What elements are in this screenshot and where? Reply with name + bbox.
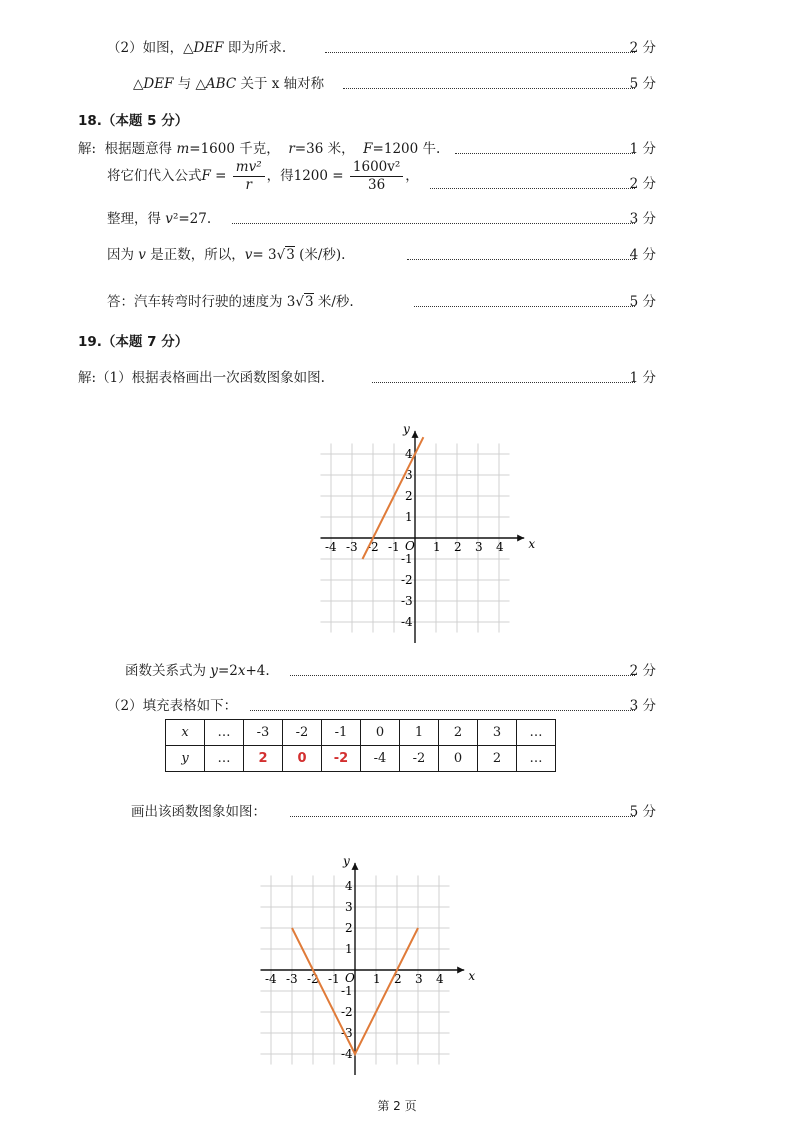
y-tick-label: 2 <box>405 489 413 503</box>
y-axis-label: y <box>403 422 410 436</box>
q18-header: 18.（本题 5 分） <box>78 113 189 129</box>
q17-line1: （2）如图，△DEF 即为所求. <box>107 40 287 56</box>
points-label: 5 分 <box>629 294 656 310</box>
q19-step1: 解:（1）根据表格画出一次函数图象如图. <box>78 370 325 386</box>
y-tick-label: 4 <box>405 447 413 461</box>
q17-line2: △DEF 与 △ABC 关于 x 轴对称 <box>133 76 325 92</box>
points-label: 2 分 <box>629 176 656 192</box>
points-label: 3 分 <box>629 211 656 227</box>
y-tick-label: 1 <box>345 942 353 956</box>
y-tick-label: -2 <box>341 1005 353 1019</box>
x-tick-label: 3 <box>415 972 423 986</box>
q19-relation: 函数关系式为 y=2x+4. <box>125 663 270 679</box>
points-label: 2 分 <box>629 663 656 679</box>
x-axis-label: x <box>468 969 476 983</box>
leader-dots <box>250 710 635 711</box>
table-cell: -2 <box>400 746 439 772</box>
points-label: 5 分 <box>629 804 656 820</box>
y-tick-label: 2 <box>345 921 353 935</box>
table-cell: 3 <box>478 720 517 746</box>
graph-linear <box>300 410 540 650</box>
y-tick-label: -4 <box>341 1047 353 1061</box>
y-tick-label: 3 <box>405 468 413 482</box>
x-tick-label: -3 <box>286 972 298 986</box>
y-tick-label: -2 <box>401 573 413 587</box>
table-cell-filled: -2 <box>322 746 361 772</box>
table-cell: x <box>166 720 205 746</box>
points-label: 3 分 <box>629 698 656 714</box>
q18-step5: 答：汽车转弯时行驶的速度为 3√3 米/秒. <box>107 294 354 310</box>
table-cell: 2 <box>478 746 517 772</box>
leader-dots <box>290 816 635 817</box>
leader-dots <box>430 188 635 189</box>
page-footer: 第 2 页 <box>377 1099 417 1113</box>
x-tick-label: 2 <box>394 972 402 986</box>
x-tick-label: 2 <box>454 540 462 554</box>
x-tick-label: -1 <box>388 540 400 554</box>
table-cell: -1 <box>322 720 361 746</box>
y-tick-label: -3 <box>341 1026 353 1040</box>
table-cell: … <box>205 720 244 746</box>
fraction: $\frac{\text{mv²}}{r}$ <box>233 160 265 193</box>
points-label: 2 分 <box>629 40 656 56</box>
q18-step1: 解: 根据题意得 m=1600 千克， r=36 米， F=1200 牛. <box>78 141 441 157</box>
table-cell: 0 <box>439 746 478 772</box>
y-tick-label: 1 <box>405 510 413 524</box>
table-row-x <box>166 720 556 746</box>
q19-step3: 画出该函数图象如图： <box>131 804 266 820</box>
leader-dots <box>325 52 635 53</box>
y-tick-label: -4 <box>401 615 413 629</box>
x-tick-label: -4 <box>325 540 337 554</box>
value-table <box>165 719 556 772</box>
y-tick-label: -1 <box>341 984 353 998</box>
table-cell: … <box>517 720 556 746</box>
x-axis-arrow <box>457 967 464 974</box>
table-cell: 0 <box>361 720 400 746</box>
table-row-y <box>166 746 556 772</box>
y-tick-label: 3 <box>345 900 353 914</box>
x-tick-label: -2 <box>367 540 379 554</box>
x-tick-label: 3 <box>475 540 483 554</box>
table-cell-filled: 0 <box>283 746 322 772</box>
points-label: 5 分 <box>629 76 656 92</box>
x-tick-label: -4 <box>265 972 277 986</box>
table-cell: … <box>205 746 244 772</box>
leader-dots <box>343 88 635 89</box>
table-cell: -2 <box>283 720 322 746</box>
y-axis-arrow <box>412 431 419 438</box>
table-cell-filled: 2 <box>244 746 283 772</box>
y-tick-label: -3 <box>401 594 413 608</box>
leader-dots <box>372 382 635 383</box>
points-label: 4 分 <box>629 247 656 263</box>
y-axis-arrow <box>352 863 359 870</box>
q18-step3: 整理，得 v²=27. <box>107 211 212 227</box>
q18-step4: 因为 v 是正数，所以，v= 3√3 (米/秒). <box>107 247 346 263</box>
x-tick-label: 1 <box>373 972 381 986</box>
leader-dots <box>407 259 635 260</box>
x-tick-label: -3 <box>346 540 358 554</box>
table-cell: y <box>166 746 205 772</box>
table-cell: -4 <box>361 746 400 772</box>
origin-label: O <box>345 971 355 985</box>
origin-label: O <box>405 539 415 553</box>
q19-header: 19.（本题 7 分） <box>78 334 189 350</box>
x-axis-arrow <box>517 535 524 542</box>
table-cell: 1 <box>400 720 439 746</box>
fraction: $\frac{\text{1600v²}}{36}$ <box>350 160 403 193</box>
q19-step2: （2）填充表格如下： <box>107 698 238 714</box>
x-tick-label: 1 <box>433 540 441 554</box>
graph-absolute <box>240 842 480 1082</box>
x-tick-label: 4 <box>496 540 504 554</box>
x-tick-label: 4 <box>436 972 444 986</box>
table-cell: -3 <box>244 720 283 746</box>
leader-dots <box>455 153 635 154</box>
table-cell: … <box>517 746 556 772</box>
table-cell: 2 <box>439 720 478 746</box>
leader-dots <box>414 306 635 307</box>
points-label: 1 分 <box>629 370 656 386</box>
x-tick-label: -1 <box>328 972 340 986</box>
x-tick-label: -2 <box>307 972 319 986</box>
points-label: 1 分 <box>629 141 656 157</box>
x-axis-label: x <box>528 537 536 551</box>
y-tick-label: 4 <box>345 879 353 893</box>
y-axis-label: y <box>343 854 350 868</box>
leader-dots <box>232 223 635 224</box>
leader-dots <box>290 675 635 676</box>
q18-step2: 将它们代入公式F = $\frac{\text{mv²}}{r}$ ，得1200 = $\frac{\text{1600v²}}{36}$ ， <box>107 159 419 193</box>
y-tick-label: -1 <box>401 552 413 566</box>
